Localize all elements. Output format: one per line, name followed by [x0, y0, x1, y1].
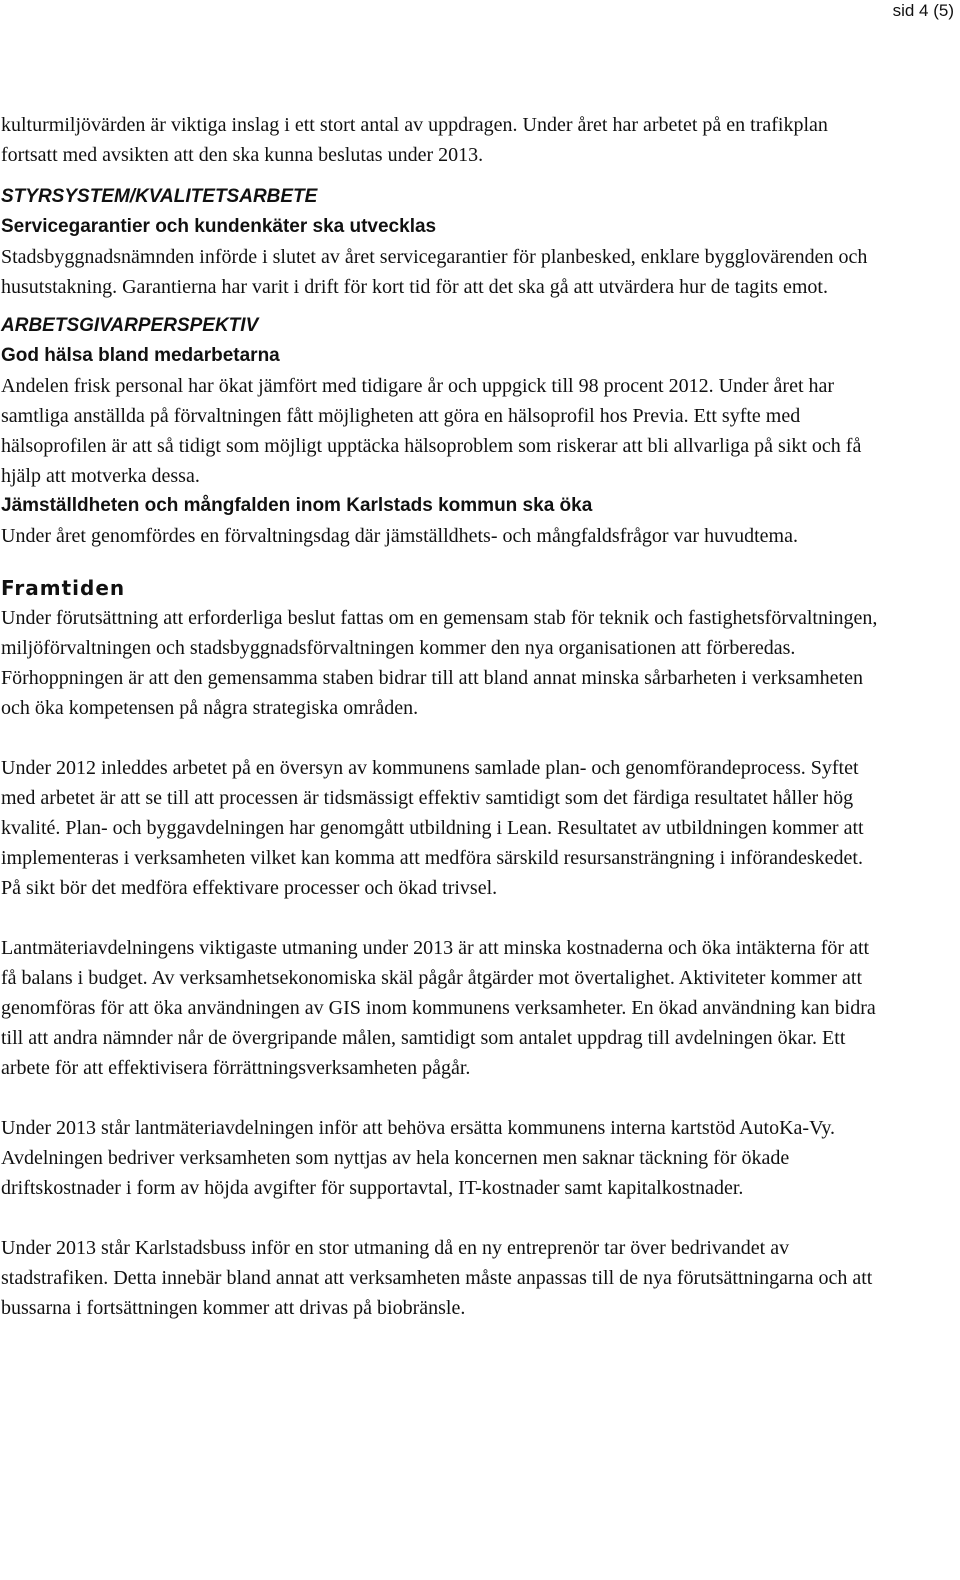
- health-subheading: God hälsa bland medarbetarna: [1, 345, 280, 366]
- framtiden-paragraph-1: Under förutsättning att erforderliga beslut fattas om en gemensam stab för teknik och fastighetsförvaltningen, miljöförvaltningen och stadsbyggnadsförvaltningen kommer den nya organisationen att förberedas. Förhoppningen är att den gemensamma staben bidrar till att bland annat minska sårbarheten i verksamheten och öka kompetensen på några strategiska områden.: [1, 607, 878, 719]
- styrsystem-paragraph: Stadsbyggnadsnämnden införde i slutet av året servicegarantier för planbesked, enklare bygglovärenden och husutstakning. Garantierna har varit i drift för kort tid för att det ska gå att utvärdera hur de tagits emot.: [1, 246, 868, 298]
- page-number: sid 4 (5): [892, 1, 954, 20]
- document-body: [1, 110, 881, 1323]
- styrsystem-heading: STYRSYSTEM/KVALITETSARBETE: [1, 186, 318, 207]
- framtiden-paragraph-5: Under 2013 står Karlstadsbuss inför en stor utmaning då en ny entreprenör tar över bedrivandet av stadstrafiken. Detta innebär bland annat att verksamheten måste anpassas till de nya förutsättningarna och att bussarna i fortsättningen kommer att drivas på biobränsle.: [1, 1237, 873, 1319]
- framtiden-paragraph-2: Under 2012 inleddes arbetet på en översyn av kommunens samlade plan- och genomförandeprocess. Syftet med arbetet är att se till att processen är tidsmässigt effektiv samtidigt som det färdiga resultatet håller hög kvalité. Plan- och byggavdelningen har genomgått utbildning i Lean. Resultatet av utbildningen kommer att implementeras i verksamheten vilket kan komma att medföra särskild resursansträngning i införandeskedet. På sikt bör det medföra effektivare processer och ökad trivsel.: [1, 757, 864, 899]
- framtiden-heading: Framtiden: [1, 576, 126, 600]
- styrsystem-subheading: Servicegarantier och kundenkäter ska utvecklas: [1, 216, 437, 237]
- framtiden-paragraph-4: Under 2013 står lantmäteriavdelningen inför att behöva ersätta kommunens interna kartstöd AutoKa-Vy. Avdelningen bedriver verksamheten som nyttjas av hela koncernen men saknar täckning för ökade driftskostnader i form av höjda avgifter för supportavtal, IT-kostnader samt kapitalkostnader.: [1, 1117, 836, 1199]
- equality-subheading: Jämställdheten och mångfalden inom Karlstads kommun ska öka: [1, 495, 593, 516]
- intro-paragraph: kulturmiljövärden är viktiga inslag i ett stort antal av uppdragen. Under året har arbetet på en trafikplan fortsatt med avsikten att den ska kunna beslutas under 2013.: [1, 114, 828, 166]
- health-paragraph: Andelen frisk personal har ökat jämfört med tidigare år och uppgick till 98 procent 2012. Under året har samtliga anställda på förvaltningen fått möjligheten att göra en hälsoprofil hos Previa. Ett syfte med hälsoprofilen är att så tidigt som möjligt upptäcka hälsoproblem som riskerar att bli allvarliga på sikt och få hjälp att motverka dessa.: [1, 375, 862, 487]
- equality-paragraph: Under året genomfördes en förvaltningsdag där jämställdhets- och mångfaldsfrågor var huvudtema.: [1, 525, 798, 547]
- framtiden-paragraph-3: Lantmäteriavdelningens viktigaste utmaning under 2013 är att minska kostnaderna och öka intäkterna för att få balans i budget. Av verksamhetsekonomiska skäl pågår åtgärder mot övertalighet. Aktiviteter kommer att genomföras för att öka användningen av GIS inom kommunens verksamheter. En ökad användning kan bidra till att andra nämnder når de övergripande målen, samtidigt som antalet uppdrag till avdelningen ökar. Ett arbete för att effektivisera förrättningsverksamheten pågår.: [1, 937, 876, 1079]
- arbetsgivar-heading: ARBETSGIVARPERSPEKTIV: [1, 315, 259, 336]
